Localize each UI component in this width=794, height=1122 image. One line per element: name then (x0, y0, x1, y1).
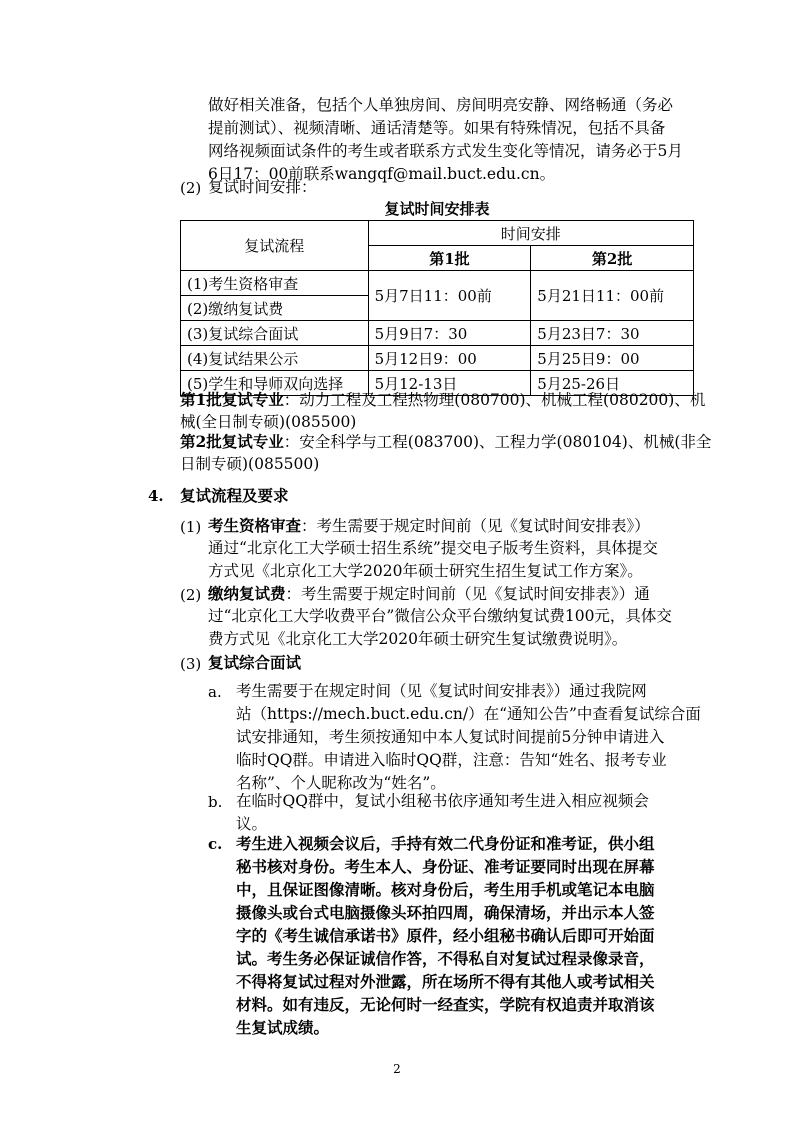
row-label: (4)复试结果公示 (181, 346, 369, 371)
table-caption: 复试时间安排表 (384, 200, 490, 218)
intro-line-2: 提前测试）、视频清晰、通话清楚等。如果有特殊情况，包括不具备 (208, 119, 666, 137)
sub-a-line-2: 站（https://mech.buct.edu.cn/）在“通知公告”中查看复试综合面 (236, 705, 701, 723)
sub-c-line-2: 秘书核对身份。考生本人、身份证、准考证要同时出现在屏幕 (236, 857, 655, 876)
intro-line-1: 做好相关准备，包括个人单独房间、房间明亮安静、网络畅通（务必 (208, 96, 674, 114)
merged-batch-1-time: 5月7日11：00前 (368, 271, 531, 321)
sub-c-line-4: 摄像头或台式电脑摄像头环拍四周，确保清场，并出示本人签 (236, 903, 655, 922)
row-batch-1-time: 5月12日9：00 (368, 346, 531, 371)
sub-b-marker: b. (208, 793, 223, 811)
header-batch-1: 第1批 (368, 246, 531, 271)
header-process: 复试流程 (181, 221, 369, 271)
sub-c-line-5: 字的《考生诚信承诺书》原件，经小组秘书确认后即可开始面 (236, 926, 655, 945)
s4-1-number: (1) (180, 518, 202, 536)
row-batch-2-time: 5月23日7：30 (531, 321, 694, 346)
sub-c-marker: c. (208, 835, 223, 853)
sub-a-line-3: 试安排通知，考生须按通知中本人复试时间提前5分钟申请进入 (236, 728, 665, 746)
sub-a-line-5: 名称”、个人昵称改为“姓名”。 (236, 774, 446, 792)
row-label: (1)考生资格审查 (181, 271, 369, 296)
row-label: (3)复试综合面试 (181, 321, 369, 346)
item-2-text: 复试时间安排： (208, 178, 317, 196)
batch-1-majors-label: 第1批复试专业 (180, 390, 284, 409)
batch-1-majors-text: ：动力工程及工程热物理(080700)、机械工程(080200)、机 (283, 391, 706, 409)
item-2-number: (2) (180, 179, 202, 197)
row-batch-2-time: 5月25-26日 (531, 371, 694, 396)
s4-2-line-1 (208, 582, 650, 606)
s4-3-number: (3) (180, 655, 202, 673)
sub-b-line-2: 议。 (236, 815, 268, 833)
s4-1-text: ：考生需要于规定时间前（见《复试时间安排表》） (301, 517, 650, 535)
section-4-title: 复试流程及要求 (180, 486, 289, 505)
table-row (181, 321, 694, 346)
s4-2-line-3: 费方式见《北京化工大学2020年硕士研究生复试缴费说明》。 (208, 630, 628, 648)
sub-c-line-3: 中，且保证图像清晰。核对身份后，考生用手机或笔记本电脑 (236, 880, 655, 899)
batch-2-majors-line-2: 日制专硕)(085500) (180, 455, 320, 473)
batch-2-majors-text: ：安全科学与工程(083700)、工程力学(080104)、机械(非全 (283, 433, 712, 451)
s4-1-line-3: 方式见《北京化工大学2020年硕士研究生招生复试工作方案》。 (208, 562, 643, 580)
schedule-table (180, 220, 694, 396)
page-number: 2 (393, 1062, 401, 1076)
s4-1-label: 考生资格审查 (208, 516, 302, 535)
sub-a-line-4: 临时QQ群。申请进入临时QQ群，注意：告知“姓名、报考专业 (236, 751, 667, 769)
sub-c-line-9: 生复试成绩。 (236, 1018, 330, 1037)
batch-2-majors-line-1 (180, 430, 711, 454)
intro-line-4: 6日17：00前联系wangqf@mail.buct.edu.cn。 (208, 165, 556, 183)
merged-batch-2-time: 5月21日11：00前 (531, 271, 694, 321)
table-row (181, 346, 694, 371)
s4-1-line-2: 通过“北京化工大学硕士招生系统”提交电子版考生资料，具体提交 (208, 539, 658, 557)
batch-1-majors-line-1 (180, 388, 705, 412)
sub-a-marker: a. (208, 683, 222, 701)
row-batch-2-time: 5月25日9：00 (531, 346, 694, 371)
row-label: (2)缴纳复试费 (181, 296, 369, 321)
s4-2-line-2: 过“北京化工大学收费平台”微信公众平台缴纳复试费100元，具体交 (208, 607, 672, 625)
row-batch-1-time: 5月9日7：30 (368, 321, 531, 346)
row-batch-1-time: 5月12-13日 (368, 371, 531, 396)
sub-c-line-6: 试。考生务必保证诚信作答，不得私自对复试过程录像录音， (236, 949, 655, 968)
section-4-number: 4. (148, 487, 164, 505)
sub-c-line-8: 材料。如有违反，无论何时一经查实，学院有权追责并取消该 (236, 995, 655, 1014)
header-batch-2: 第2批 (531, 246, 694, 271)
s4-2-number: (2) (180, 586, 202, 604)
batch-2-majors-label: 第2批复试专业 (180, 432, 284, 451)
sub-b-line-1: 在临时QQ群中，复试小组秘书依序通知考生进入相应视频会 (236, 792, 649, 810)
header-time: 时间安排 (368, 221, 693, 246)
batch-1-majors-line-2: 械(全日制专硕)(085500) (180, 413, 357, 431)
sub-a-line-1: 考生需要于在规定时间（见《复试时间安排表》）通过我院网 (236, 682, 647, 700)
sub-c-line-7: 不得将复试过程对外泄露，所在场所不得有其他人或考试相关 (236, 972, 655, 991)
sub-c-line-1: 考生进入视频会议后，手持有效二代身份证和准考证，供小组 (236, 834, 655, 853)
s4-2-label: 缴纳复试费 (208, 584, 286, 603)
s4-3-label: 复试综合面试 (208, 653, 302, 672)
s4-2-text: ：考生需要于规定时间前（见《复试时间安排表》）通 (285, 585, 650, 603)
s4-1-line-1 (208, 514, 650, 538)
intro-line-3: 网络视频面试条件的考生或者联系方式发生变化等情况，请务必于5月 (208, 142, 683, 160)
table-row (181, 271, 694, 296)
row-label: (5)学生和导师双向选择 (181, 371, 369, 396)
